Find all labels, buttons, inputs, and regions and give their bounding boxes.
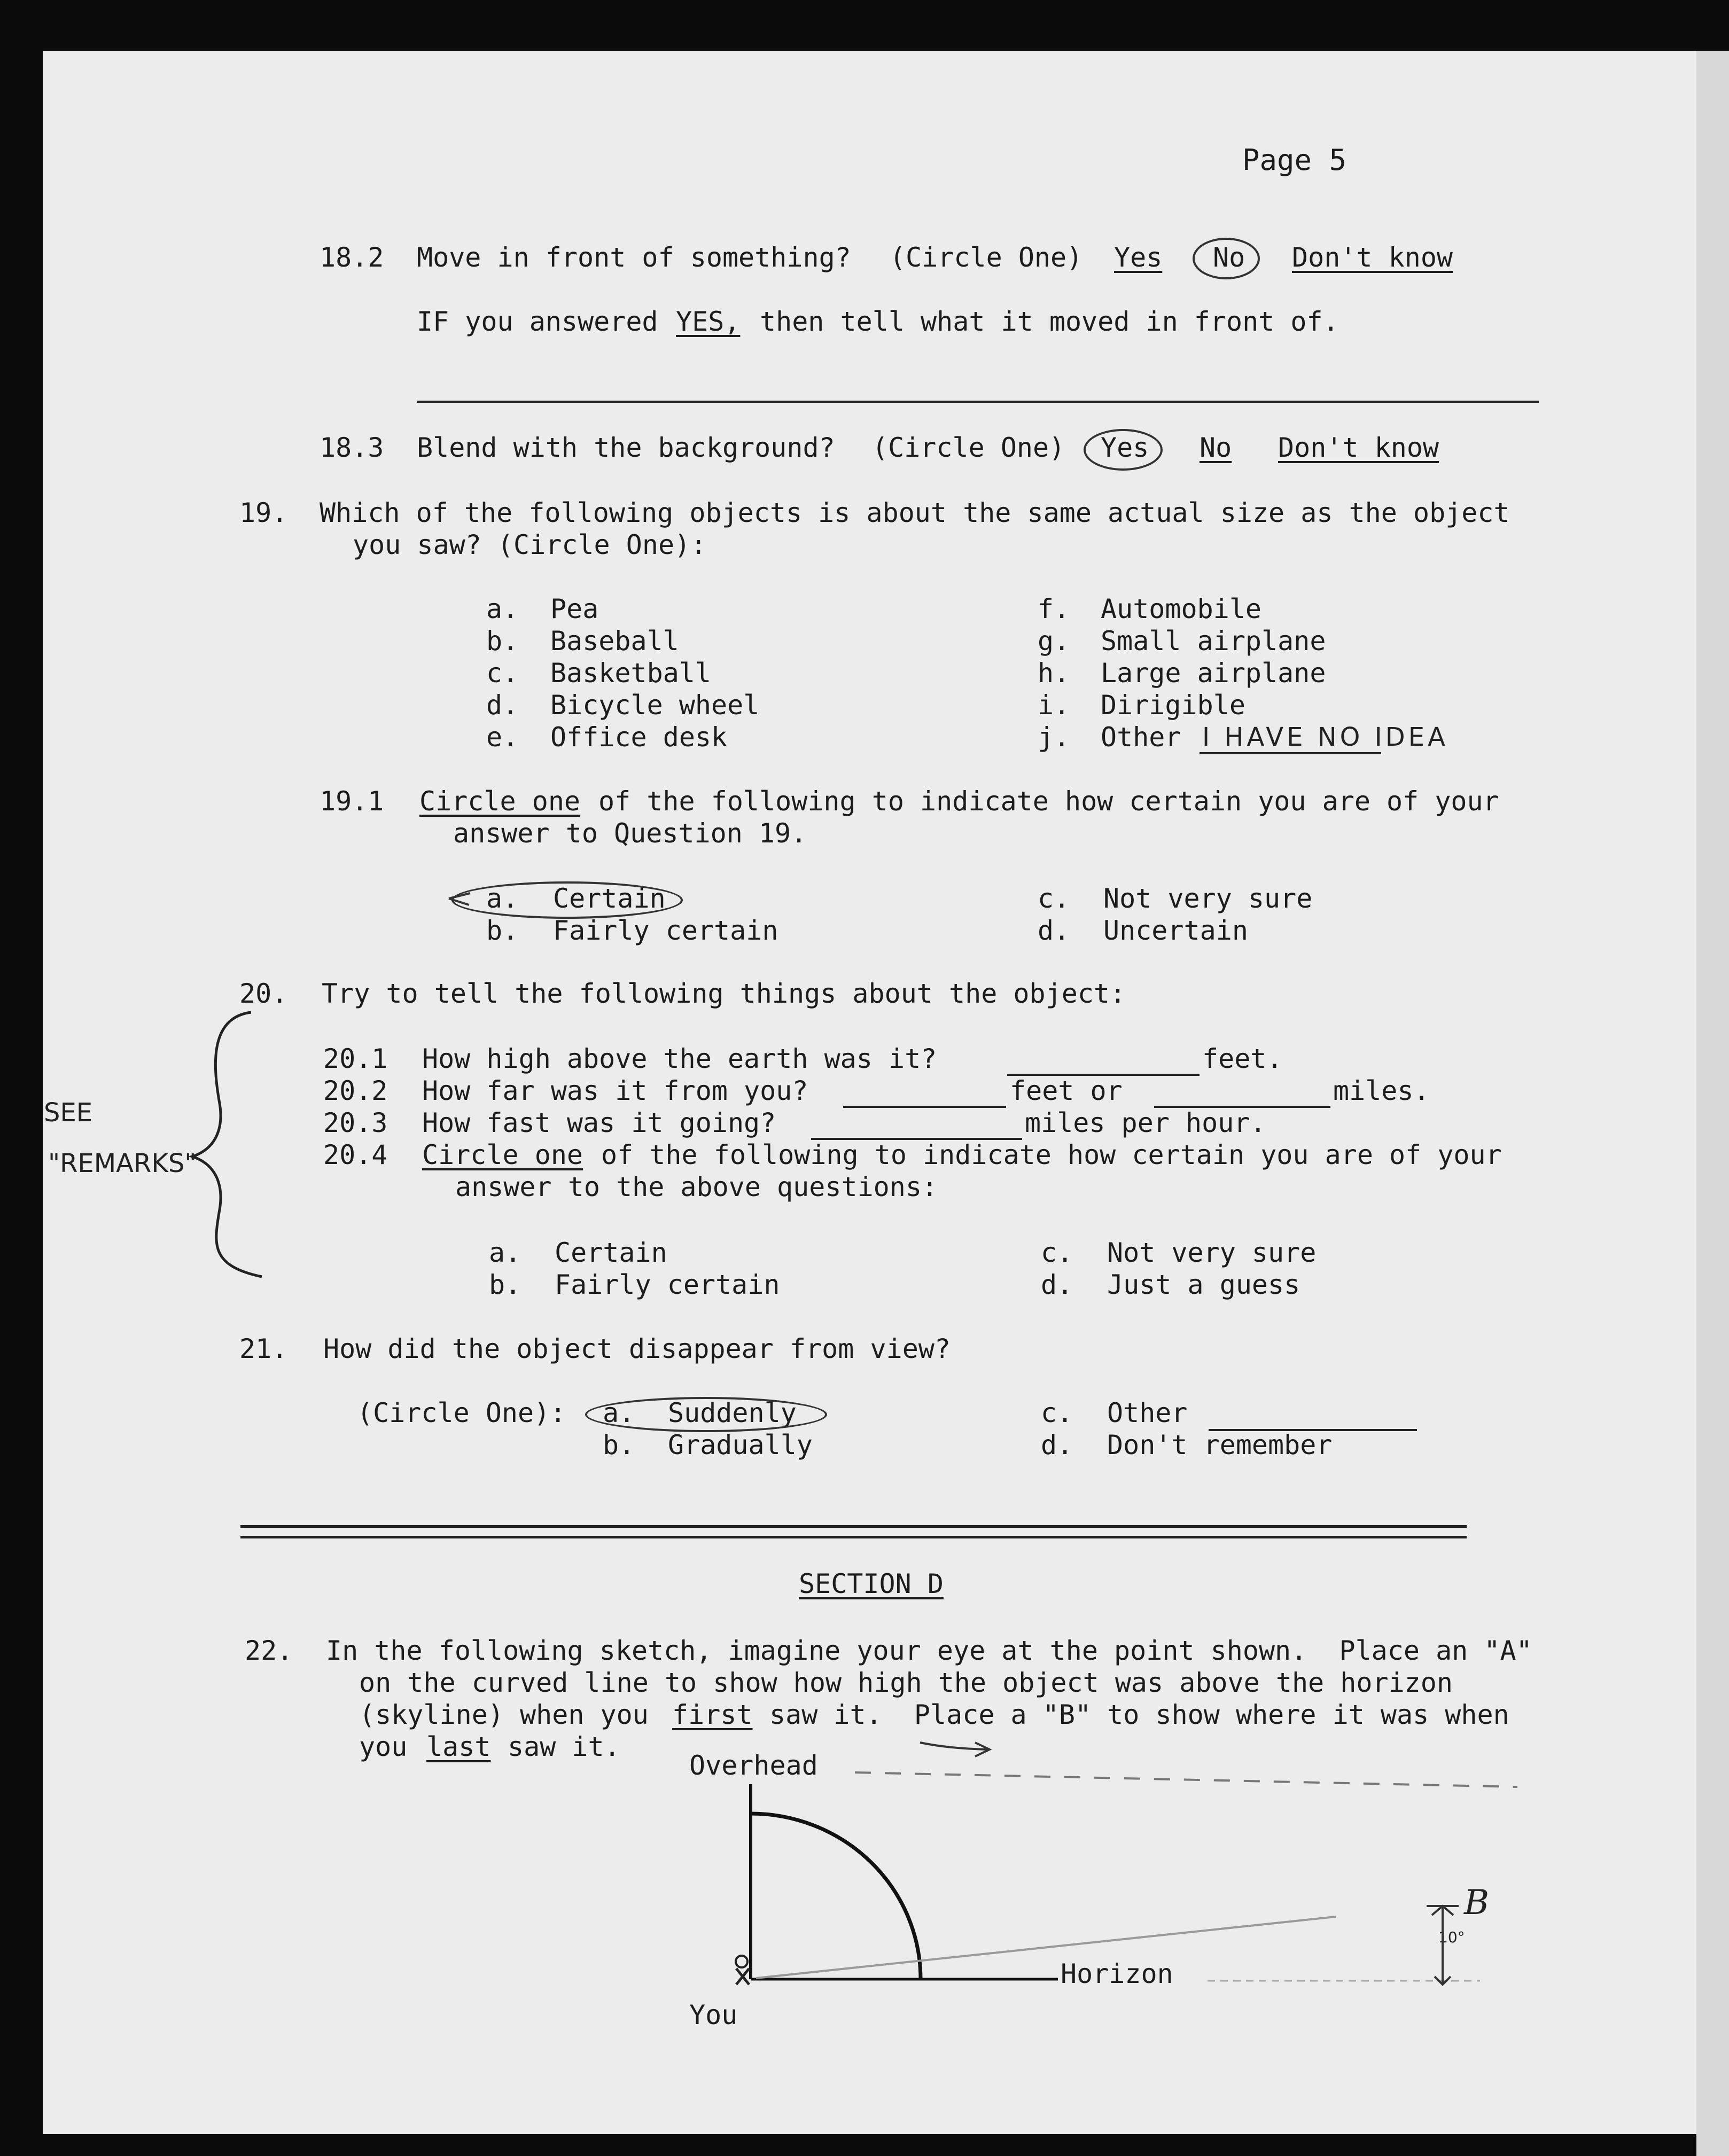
q18-3-option-dont-know[interactable]: Don't know <box>1278 432 1439 463</box>
q21-circle-one: (Circle One): <box>357 1397 566 1428</box>
q19-option-c[interactable]: Basketball <box>550 658 712 689</box>
q20-option-d[interactable]: Just a guess <box>1107 1269 1300 1300</box>
q20-option-a-letter: a. <box>489 1237 521 1268</box>
q19-option-h-letter: h. <box>1038 658 1070 689</box>
q20-number: 20. <box>239 978 288 1009</box>
sketch-b-mark: B <box>1464 1883 1490 1923</box>
section-title: SECTION D <box>799 1568 944 1599</box>
q18-2-circle-one: (Circle One) <box>890 242 1083 273</box>
q19-1-number: 19.1 <box>320 786 384 817</box>
q18-3-question: Blend with the background? <box>417 432 835 463</box>
q21-option-b[interactable]: Gradually <box>668 1429 813 1460</box>
q19-option-d[interactable]: Bicycle wheel <box>550 690 760 721</box>
sketch-eye-mark <box>736 1968 749 1985</box>
q20-option-b[interactable]: Fairly certain <box>555 1269 780 1300</box>
sketch-you-label: You <box>689 1999 738 2030</box>
q21-number: 21. <box>239 1333 288 1364</box>
q19-1-option-b-letter: b. <box>486 915 519 946</box>
q19-option-h[interactable]: Large airplane <box>1101 658 1326 689</box>
q20-1-number: 20.1 <box>323 1043 388 1074</box>
q20-option-b-letter: b. <box>489 1269 521 1300</box>
sketch-overhead-arrow <box>920 1743 990 1756</box>
q22-line4-a: you <box>359 1731 408 1762</box>
q19-option-i-letter: i. <box>1038 690 1070 721</box>
q19-option-i[interactable]: Dirigible <box>1101 690 1245 721</box>
q20-option-a[interactable]: Certain <box>555 1237 667 1268</box>
q19-other-handwritten: I HAVE NO IDEA <box>1202 722 1448 752</box>
q21-option-c-letter: c. <box>1041 1397 1073 1428</box>
q19-option-g-letter: g. <box>1038 626 1070 657</box>
q19-1-option-a-letter: a. <box>486 883 519 914</box>
q19-option-j-letter: j. <box>1038 722 1070 753</box>
q20-1-text: How high above the earth was it? <box>422 1043 937 1074</box>
q19-line1: Which of the following objects is about the same actual size as the object <box>320 497 1510 528</box>
q20-2-number: 20.2 <box>323 1075 388 1106</box>
q18-2-followup-prefix: IF you answered <box>417 306 658 337</box>
sketch-elevation-arc <box>751 1814 921 1979</box>
q20-text: Try to tell the following things about the object: <box>322 978 1126 1009</box>
q20-option-c[interactable]: Not very sure <box>1107 1237 1317 1268</box>
q19-1-option-b[interactable]: Fairly certain <box>553 915 778 946</box>
q18-2-option-no[interactable]: No <box>1213 242 1245 273</box>
q19-1-option-d[interactable]: Uncertain <box>1103 915 1248 946</box>
q21-option-c[interactable]: Other <box>1107 1397 1188 1428</box>
q19-option-a[interactable]: Pea <box>550 593 599 624</box>
q20-4-number: 20.4 <box>323 1139 388 1170</box>
q18-2-followup-suffix: then tell what it moved in front of. <box>760 306 1339 337</box>
q19-option-b[interactable]: Baseball <box>550 626 679 657</box>
q20-3-text: How fast was it going? <box>422 1107 776 1138</box>
q22-line3-b: saw it. Place a "B" to show where it was when <box>769 1699 1509 1730</box>
sketch-overhead-label: Overhead <box>689 1750 818 1781</box>
q20-option-c-letter: c. <box>1041 1237 1073 1268</box>
q19-1-line1: of the following to indicate how certain you are of your <box>598 786 1499 817</box>
q19-option-e-letter: e. <box>486 722 519 753</box>
q21-option-a[interactable]: Suddenly <box>668 1397 797 1428</box>
q19-option-e[interactable]: Office desk <box>550 722 728 753</box>
q21-option-d[interactable]: Don't remember <box>1107 1429 1333 1460</box>
q20-1-unit: feet. <box>1202 1043 1283 1074</box>
q19-option-a-letter: a. <box>486 593 519 624</box>
q19-line2: you saw? (Circle One): <box>353 529 707 560</box>
sketch-overhead-dashes <box>855 1772 1517 1787</box>
q19-1-option-c[interactable]: Not very sure <box>1103 883 1313 914</box>
q21-option-b-letter: b. <box>603 1429 635 1460</box>
q18-2-question: Move in front of something? <box>417 242 851 273</box>
q22-line1: In the following sketch, imagine your eye at the point shown. Place an "A" <box>326 1635 1532 1666</box>
q19-1-option-a[interactable]: Certain <box>553 883 666 914</box>
q22-line3-first: first <box>672 1699 753 1730</box>
q22-line4-last: last <box>426 1731 491 1762</box>
q19-option-j[interactable]: Other <box>1101 722 1181 753</box>
q19-1-option-d-letter: d. <box>1038 915 1070 946</box>
q19-1-circle-one: Circle one <box>419 786 581 817</box>
q22-number: 22. <box>245 1635 293 1666</box>
sketch-angle-note: 10° <box>1438 1928 1465 1946</box>
q19-option-f[interactable]: Automobile <box>1101 593 1262 624</box>
margin-note-remarks: "REMARKS" <box>48 1149 197 1178</box>
q20-3-unit: miles per hour. <box>1025 1107 1266 1138</box>
sketch-horizon-label: Horizon <box>1061 1958 1173 1989</box>
sketch-sight-line <box>756 1917 1336 1978</box>
q20-2-unit: miles. <box>1333 1075 1430 1106</box>
margin-brace <box>192 1012 262 1277</box>
q20-4-circle-one: Circle one <box>422 1139 583 1170</box>
q21-option-d-letter: d. <box>1041 1429 1073 1460</box>
q20-2-mid: feet or <box>1010 1075 1123 1106</box>
q21-text: How did the object disappear from view? <box>323 1333 951 1364</box>
q19-1-option-c-letter: c. <box>1038 883 1070 914</box>
q18-2-followup-yes: YES, <box>676 306 741 337</box>
q20-option-d-letter: d. <box>1041 1269 1073 1300</box>
q18-3-circle-one: (Circle One) <box>872 432 1065 463</box>
q20-4-text: of the following to indicate how certain you are of your <box>601 1139 1502 1170</box>
q19-option-f-letter: f. <box>1038 593 1070 624</box>
q18-2-number: 18.2 <box>320 242 384 273</box>
q19-1-line2: answer to Question 19. <box>453 818 807 849</box>
q22-line4-b: saw it. <box>508 1731 620 1762</box>
page-number: Page 5 <box>1242 143 1347 177</box>
q18-3-option-no[interactable]: No <box>1200 432 1232 463</box>
q22-line3-a: (skyline) when you <box>359 1699 649 1730</box>
q19-number: 19. <box>239 497 288 528</box>
q18-3-option-yes[interactable]: Yes <box>1101 432 1149 463</box>
q20-2-text: How far was it from you? <box>422 1075 808 1106</box>
sketch-eye-circle <box>736 1956 747 1967</box>
q20-3-number: 20.3 <box>323 1107 388 1138</box>
q19-1-arrow-stroke <box>449 893 470 905</box>
q18-2-option-yes[interactable]: Yes <box>1114 242 1163 273</box>
margin-note-see: SEE <box>44 1098 93 1128</box>
q21-option-a-letter: a. <box>603 1397 635 1428</box>
q18-3-number: 18.3 <box>320 432 384 463</box>
q19-option-d-letter: d. <box>486 690 519 721</box>
q19-option-c-letter: c. <box>486 658 519 689</box>
q19-option-b-letter: b. <box>486 626 519 657</box>
q18-2-option-dont-know[interactable]: Don't know <box>1292 242 1453 273</box>
q19-option-g[interactable]: Small airplane <box>1101 626 1326 657</box>
q20-4-line2: answer to the above questions: <box>455 1171 938 1202</box>
sketch-angle-arrow <box>1427 1906 1459 1985</box>
q22-line2: on the curved line to show how high the object was above the horizon <box>359 1667 1453 1698</box>
